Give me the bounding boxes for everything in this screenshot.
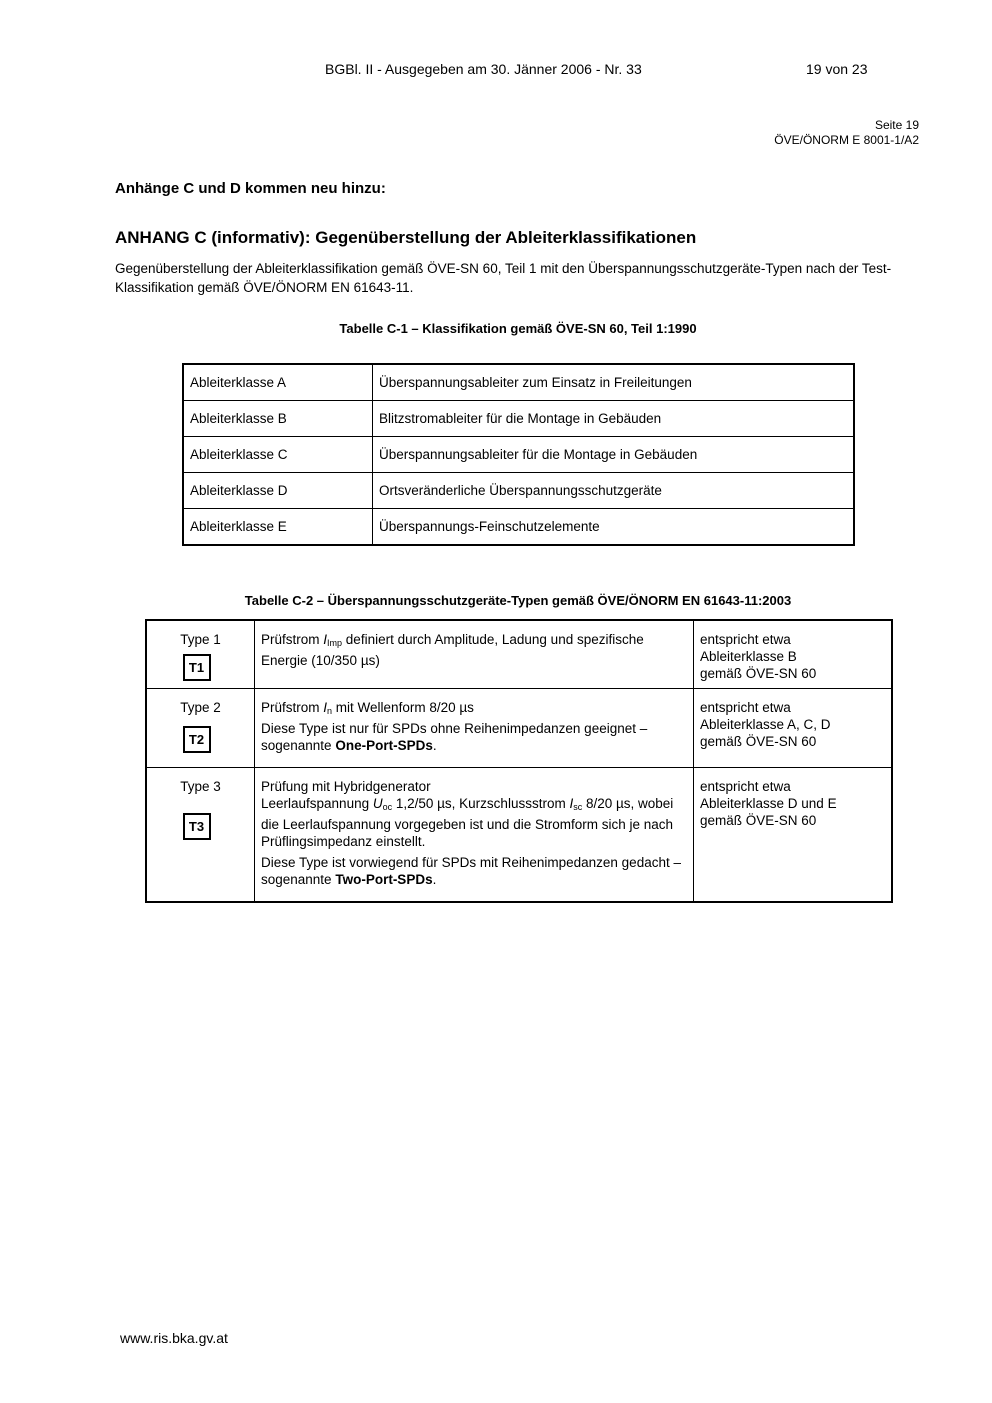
description-cell: Überspannungs-Feinschutzelemente [373, 509, 855, 546]
table-row [183, 437, 854, 473]
description-cell: Überspannungsableiter für die Montage in Gebäuden [373, 437, 855, 473]
norm-page-reference [774, 118, 919, 148]
type-badge-t2: T2 [183, 726, 211, 753]
test-note: Diese Type ist nur für SPDs ohne Reihenimpedanzen geeignet – [261, 720, 648, 736]
class-cell: Ableiterklasse E [183, 509, 373, 546]
test-text: . [432, 737, 437, 753]
class-cell: Ableiterklasse A [183, 364, 373, 401]
spd-term: Two-Port-SPDs [335, 871, 433, 887]
class-cell: Ableiterklasse C [183, 437, 373, 473]
table-row [146, 620, 892, 688]
table-row [183, 401, 854, 437]
test-text: sogenannte [261, 871, 336, 887]
equivalence-cell [694, 767, 893, 902]
equivalence-cell [694, 620, 893, 688]
equivalence-line: gemäß ÖVE-SN 60 [700, 666, 817, 681]
type-cell [146, 767, 255, 902]
table1-caption: Tabelle C-1 – Klassifikation gemäß ÖVE-SN 60, Teil 1:1990 [339, 321, 697, 336]
amendment-heading: Anhänge C und D kommen neu hinzu: [115, 180, 386, 197]
test-line [261, 737, 687, 754]
test-text: 1,2/50 µs, Kurzschlussstrom [392, 795, 570, 811]
annex-heading: ANHANG C (informativ): Gegenüberstellung der Ableiterklassifikationen [115, 228, 697, 247]
test-note: Diese Type ist vorwiegend für SPDs mit Reihenimpedanzen gedacht – [261, 854, 681, 870]
current-subscript: sc [573, 801, 583, 812]
current-symbol: I [569, 795, 574, 811]
test-line: Prüfung mit Hybridgenerator [261, 778, 431, 794]
equivalence-line: entspricht etwa [700, 632, 791, 647]
test-description-cell [255, 767, 694, 902]
class-cell: Ableiterklasse B [183, 401, 373, 437]
intro-paragraph: Gegenüberstellung der Ableiterklassifikation gemäß ÖVE-SN 60, Teil 1 mit den Überspannungsschutzgeräte-Typen nach der Test-Klassifikation gemäß ÖVE/ÖNORM EN 61643-11. [115, 261, 892, 295]
table2-caption: Tabelle C-2 – Überspannungsschutzgeräte-Typen gemäß ÖVE/ÖNORM EN 61643-11:2003 [244, 593, 792, 608]
table-row [183, 364, 854, 401]
test-text: sogenannte [261, 737, 336, 753]
test-line [261, 699, 687, 720]
type-badge-t3: T3 [183, 813, 211, 840]
test-text: 8/20 µs, wobei die Leerlaufspannung vorgegeben ist und die Stromform sich je nach Prüflingsimpedanz einstellt. [261, 795, 674, 849]
type-cell [146, 620, 255, 688]
current-subscript: Imp [327, 638, 343, 648]
class-cell: Ableiterklasse D [183, 473, 373, 509]
type-label: Type 3 [180, 778, 221, 794]
test-text: definiert durch Amplitude, Ladung und spezifische Energie (10/350 µs) [261, 632, 644, 668]
equivalence-line: Ableiterklasse A, C, D [700, 716, 831, 732]
table-row [146, 767, 892, 902]
description-cell: Ortsveränderliche Überspannungsschutzgeräte [373, 473, 855, 509]
seite-label: Seite 19 [874, 118, 919, 132]
current-symbol: I [323, 699, 328, 715]
table-row [183, 473, 854, 509]
equivalence-line: gemäß ÖVE-SN 60 [700, 812, 817, 828]
type-label: Type 2 [180, 699, 221, 715]
test-text: . [432, 871, 437, 887]
equivalence-line: Ableiterklasse B [700, 649, 797, 664]
voltage-subscript: oc [382, 801, 393, 812]
equivalence-line: entspricht etwa [700, 699, 791, 715]
test-text: Prüfstrom [261, 699, 324, 715]
type-label: Type 1 [180, 632, 221, 647]
spd-term: One-Port-SPDs [335, 737, 433, 753]
test-text: Prüfstrom [261, 632, 324, 647]
current-subscript: n [327, 705, 333, 716]
test-text: mit Wellenform 8/20 µs [332, 699, 474, 715]
gazette-header: BGBl. II - Ausgegeben am 30. Jänner 2006 - Nr. 33 [325, 61, 642, 77]
description-cell: Blitzstromableiter für die Montage in Gebäuden [373, 401, 855, 437]
equivalence-line: entspricht etwa [700, 778, 791, 794]
table-row [146, 688, 892, 767]
voltage-symbol: U [372, 795, 383, 811]
type-badge-t1: T1 [183, 654, 211, 681]
test-line [261, 871, 687, 888]
test-text: Leerlaufspannung [261, 795, 373, 811]
equivalence-cell [694, 688, 893, 767]
classification-table [182, 363, 855, 546]
equivalence-line: Ableiterklasse D und E [700, 795, 837, 811]
table-row [183, 509, 854, 546]
test-description-cell [255, 620, 694, 688]
test-line [261, 795, 687, 850]
description-cell: Überspannungsableiter zum Einsatz in Freileitungen [373, 364, 855, 401]
footer-link[interactable]: www.ris.bka.gv.at [120, 1330, 228, 1346]
norm-label: ÖVE/ÖNORM E 8001-1/A2 [774, 133, 919, 147]
spd-type-table [145, 619, 893, 903]
equivalence-line: gemäß ÖVE-SN 60 [700, 733, 817, 749]
type-cell [146, 688, 255, 767]
page-counter: 19 von 23 [806, 61, 868, 77]
current-symbol: I [323, 632, 328, 647]
test-description-cell [255, 688, 694, 767]
